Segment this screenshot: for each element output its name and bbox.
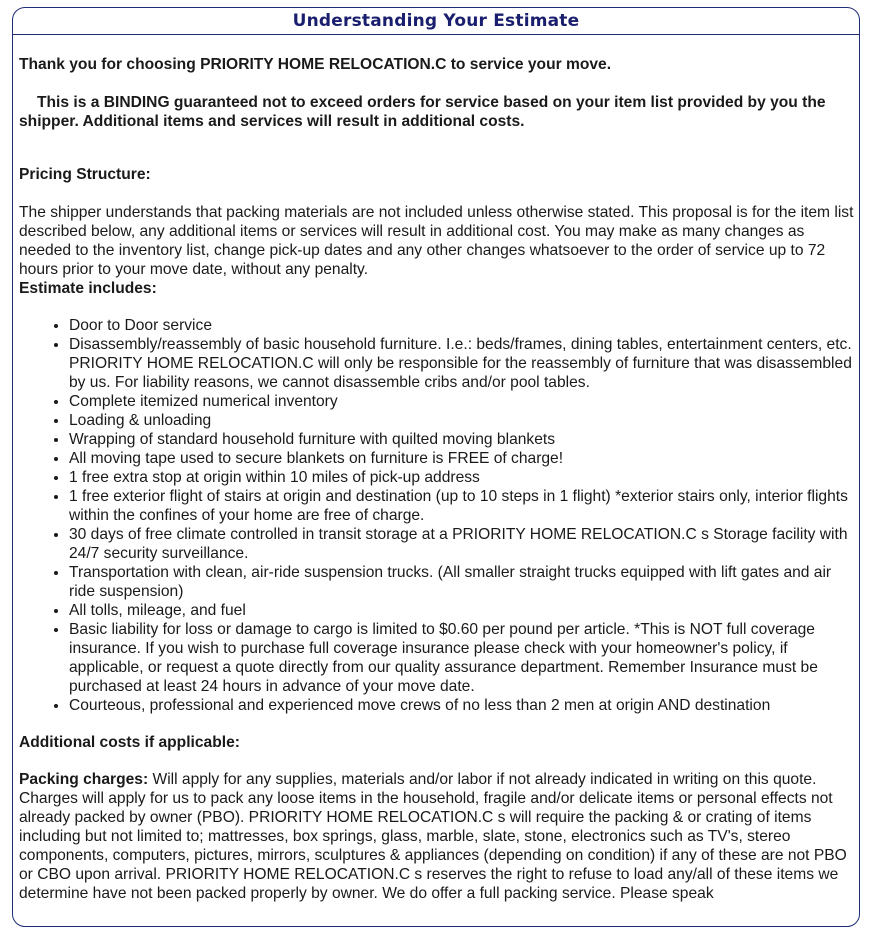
thank-you-text: Thank you for choosing PRIORITY HOME RELOCATION.C to service your move. bbox=[19, 56, 612, 73]
list-item: • 30 days of free climate controlled in transit storage at a PRIORITY HOME RELOCATION.C s Storage facility with 24/7 security surveillance. bbox=[69, 525, 855, 563]
list-item: • 1 free exterior flight of stairs at origin and destination (up to 10 steps in 1 flight) *exterior stairs only, interior flights within the confines of your home are free of charge. bbox=[69, 487, 855, 525]
binding-text: This is a BINDING guaranteed not to exceed orders for service based on your item list provided by you the shipper. Additional items and services will result in additional costs. bbox=[19, 94, 826, 130]
list-item: • All moving tape used to secure blankets on furniture is FREE of charge! bbox=[69, 449, 855, 468]
packing-charges-label: Packing charges: bbox=[19, 771, 149, 788]
list-item: • Basic liability for loss or damage to cargo is limited to $0.60 per pound per article. *This is NOT full coverage insurance. If you wish to purchase full coverage insurance please check with your homeowner's policy, if applicable, or request a quote directly from our quality assurance department. Remember Insurance must be purchased at least 24 hours in advance of your move date. bbox=[69, 620, 855, 696]
packing-charges-paragraph bbox=[19, 770, 855, 903]
list-item: • All tolls, mileage, and fuel bbox=[69, 601, 855, 620]
list-item: • Wrapping of standard household furniture with quilted moving blankets bbox=[69, 430, 855, 449]
packing-charges-text: Will apply for any supplies, materials and/or labor if not already indicated in writing on this quote. Charges will apply for us to pack any loose items in the household, fragile and/or delicate items or personal effects not already packed by owner (PBO). PRIORITY HOME RELOCATION.C s will require the packing & or crating of items including but not limited to; mattresses, box springs, glass, marble, slate, stone, electronics such as TV's, stereo components, computers, pictures, mirrors, sculptures & appliances (depending on condition) if any of these are not PBO or CBO upon arrival. PRIORITY HOME RELOCATION.C s reserves the right to refuse to load any/all of these items we determine have not been packed properly by owner. We do offer a full packing service. Please speak bbox=[19, 771, 847, 902]
estimate-panel bbox=[12, 7, 860, 927]
pricing-structure-heading: Pricing Structure: bbox=[19, 166, 151, 183]
panel-title: Understanding Your Estimate bbox=[13, 8, 859, 35]
additional-costs-heading: Additional costs if applicable: bbox=[19, 734, 240, 751]
list-item: • Complete itemized numerical inventory bbox=[69, 392, 855, 411]
binding-notice bbox=[19, 93, 855, 131]
list-item: • 1 free extra stop at origin within 10 miles of pick-up address bbox=[69, 468, 855, 487]
list-item: • Courteous, professional and experienced move crews of no less than 2 men at origin AND destination bbox=[69, 696, 855, 715]
pricing-structure-body: The shipper understands that packing materials are not included unless otherwise stated. This proposal is for the item list described below, any additional items or services will result in additional cost. You may make as many changes as needed to the inventory list, change pick-up dates and any other changes whatsoever to the order of service up to 72 hours prior to your move date, without any penalty. bbox=[19, 204, 854, 278]
list-item: • Disassembly/reassembly of basic household furniture. I.e.: beds/frames, dining tables, entertainment centers, etc. PRIORITY HOME RELOCATION.C will only be responsible for the reassembly of furniture that was disassembled by us. For liability reasons, we cannot disassemble cribs and/or pool tables. bbox=[69, 335, 855, 392]
list-item: • Loading & unloading bbox=[69, 411, 855, 430]
estimate-content bbox=[13, 55, 859, 903]
list-item: • Transportation with clean, air-ride suspension trucks. (All smaller straight trucks equipped with lift gates and air ride suspension) bbox=[69, 563, 855, 601]
estimate-includes-list bbox=[19, 316, 855, 715]
list-item: • Door to Door service bbox=[69, 316, 855, 335]
estimate-includes-heading: Estimate includes: bbox=[19, 280, 157, 297]
